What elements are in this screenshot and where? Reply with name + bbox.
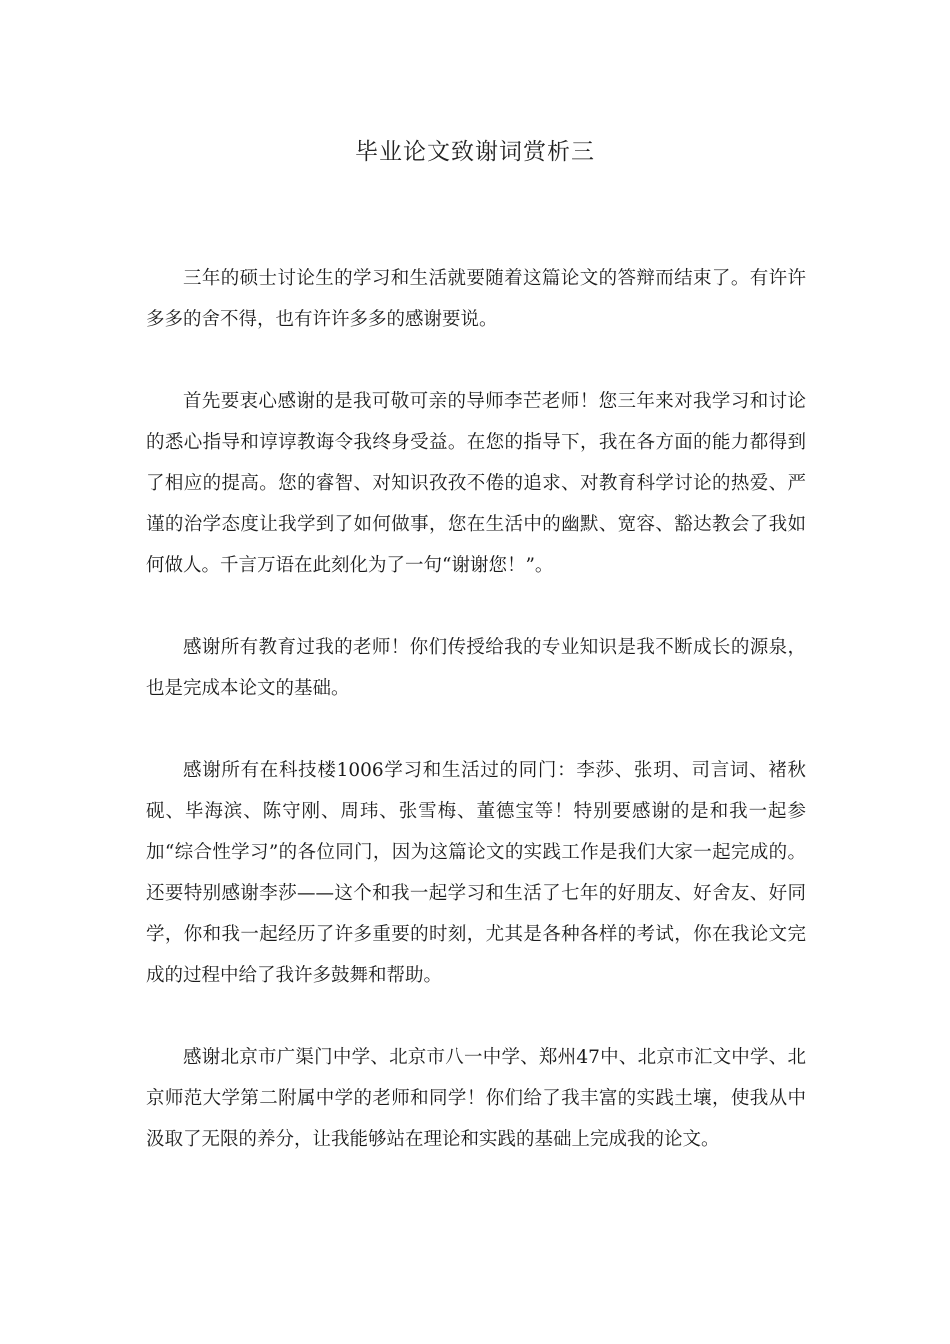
paragraph-classmates-thanks: 感谢所有在科技楼1006学习和生活过的同门：李莎、张玥、司言词、褚秋砚、毕海滨、陈守刚、周玮、张雪梅、董德宝等！特别要感谢的是和我一起参加“综合性学习”的各位同门，因为这篇论文的实践工作是我们大家一起完成的。还要特别感谢李莎——这个和我一起学习和生活了七年的好朋友、好舍友、好同学，你和我一起经历了许多重要的时刻，尤其是各种各样的考试，你在我论文完成的过程中给了我许多鼓舞和帮助。 <box>146 760 806 986</box>
paragraph-intro: 三年的硕士讨论生的学习和生活就要随着这篇论文的答辩而结束了。有许许多多的舍不得，也有许许多多的感谢要说。 <box>146 268 806 330</box>
paragraph-advisor-thanks: 首先要衷心感谢的是我可敬可亲的导师李芒老师！您三年来对我学习和讨论的悉心指导和谆谆教诲令我终身受益。在您的指导下，我在各方面的能力都得到了相应的提高。您的睿智、对知识孜孜不倦的追求、对教育科学讨论的热爱、严谨的治学态度让我学到了如何做事，您在生活中的幽默、宽容、豁达教会了我如何做人。千言万语在此刻化为了一句“谢谢您！”。 <box>146 391 806 576</box>
document-body <box>146 258 806 1201</box>
paragraph-teachers-thanks: 感谢所有教育过我的老师！你们传授给我的专业知识是我不断成长的源泉，也是完成本论文的基础。 <box>146 637 806 699</box>
paragraph-schools-thanks: 感谢北京市广渠门中学、北京市八一中学、郑州47中、北京市汇文中学、北京师范大学第二附属中学的老师和同学！你们给了我丰富的实践土壤，使我从中汲取了无限的养分，让我能够站在理论和实践的基础上完成我的论文。 <box>146 1047 806 1150</box>
document-title: 毕业论文致谢词赏析三 <box>355 139 595 165</box>
